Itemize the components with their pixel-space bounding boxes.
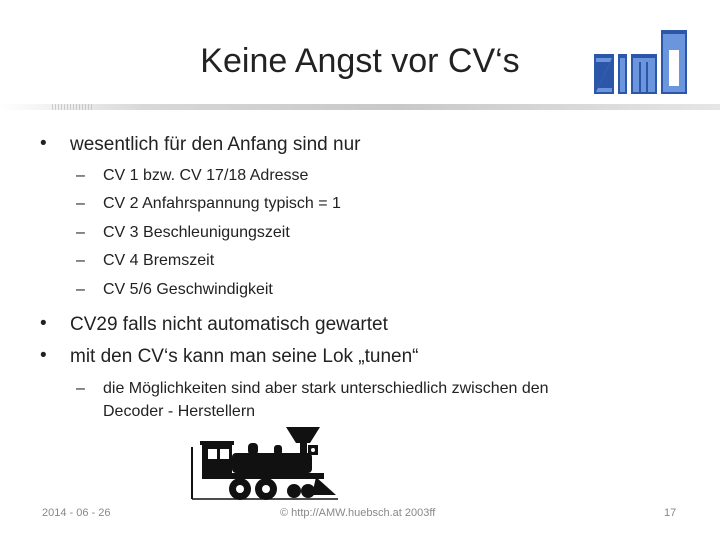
footer-date: 2014 - 06 - 26 bbox=[42, 507, 111, 519]
sub-bullet-text: Decoder - Herstellern bbox=[103, 403, 256, 420]
dash-marker: – bbox=[76, 281, 85, 298]
bullet-marker: • bbox=[40, 345, 47, 366]
dash-marker: – bbox=[76, 195, 85, 212]
bullet-text: mit den CV‘s kann man seine Lok „tunen“ bbox=[70, 346, 419, 367]
slide-title: Keine Angst vor CV‘s bbox=[200, 42, 520, 80]
sub-bullet-text: CV 4 Bremszeit bbox=[103, 252, 215, 269]
logo-text: zimo bbox=[588, 11, 622, 28]
dash-marker: – bbox=[76, 380, 85, 397]
zimo-logo bbox=[588, 11, 693, 102]
sub-bullet-text: CV 5/6 Geschwindigkeit bbox=[103, 281, 273, 298]
title-divider-ticks bbox=[52, 104, 92, 110]
bullet-text: wesentlich für den Anfang sind nur bbox=[70, 134, 361, 155]
sub-bullet-text: CV 2 Anfahrspannung typisch = 1 bbox=[103, 195, 341, 212]
bullet-text: CV29 falls nicht automatisch gewartet bbox=[70, 314, 388, 335]
sub-bullet-text: die Möglichkeiten sind aber stark unterschiedlich zwischen den bbox=[103, 380, 549, 397]
bullet-marker: • bbox=[40, 133, 47, 154]
footer-copyright: © http://AMW.huebsch.at 2003ff bbox=[280, 507, 436, 519]
bullet-marker: • bbox=[40, 313, 47, 334]
sub-bullet-text: CV 3 Beschleunigungszeit bbox=[103, 224, 290, 241]
page-number: 17 bbox=[664, 507, 677, 519]
steam-locomotive-image bbox=[190, 425, 340, 503]
title-divider bbox=[0, 104, 720, 110]
dash-marker: – bbox=[76, 252, 85, 269]
sub-bullet-text: CV 1 bzw. CV 17/18 Adresse bbox=[103, 167, 309, 184]
dash-marker: – bbox=[76, 224, 85, 241]
dash-marker: – bbox=[76, 167, 85, 184]
